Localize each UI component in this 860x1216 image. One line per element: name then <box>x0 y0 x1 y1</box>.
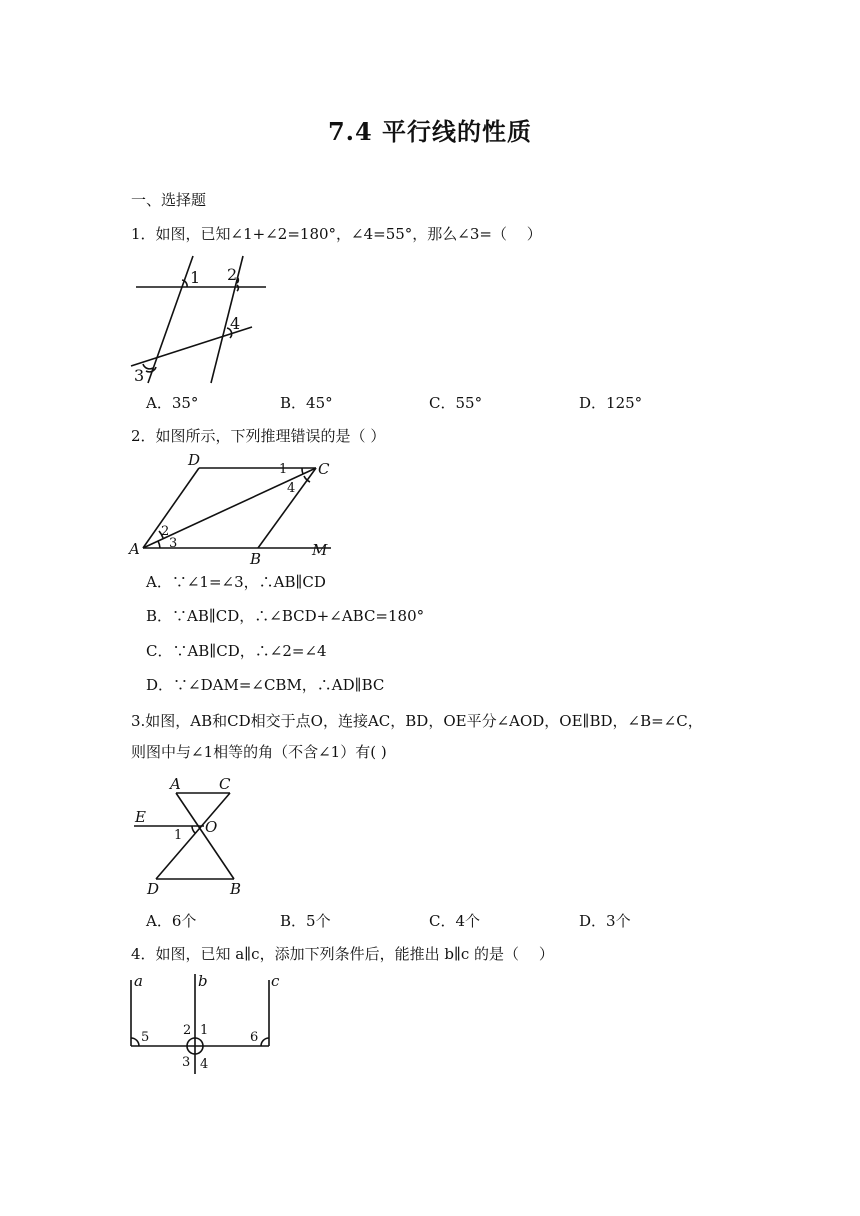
fig3-label-1: 1 <box>174 828 183 843</box>
fig4-label-b: b <box>198 972 208 990</box>
fig2-label-3: 3 <box>169 536 178 551</box>
q3-option-c: C．4个 <box>429 912 481 930</box>
fig4-label-5: 5 <box>141 1030 150 1045</box>
fig3-label-o: O <box>205 818 218 836</box>
q1-option-b: B．45° <box>280 394 333 412</box>
fig1-label-2: 2 <box>227 265 238 284</box>
q2-option-d: D．∵∠DAM=∠CBM，∴AD∥BC <box>146 676 385 694</box>
fig2-label-4: 4 <box>287 481 296 496</box>
question-3-stem-line1: 3.如图，AB和CD相交于点O，连接AC，BD，OE平分∠AOD，OE∥BD，∠B=∠C， <box>131 712 703 730</box>
question-3-stem-line2: 则图中与∠1相等的角（不含∠1）有( ) <box>131 743 387 761</box>
q3-option-a: A．6个 <box>146 912 197 930</box>
q1-option-c: C．55° <box>429 394 483 412</box>
fig2-label-a: A <box>129 540 140 558</box>
fig2-label-d: D <box>188 451 201 469</box>
question-2-figure <box>126 451 346 570</box>
fig4-label-a: a <box>134 972 143 990</box>
fig2-label-2: 2 <box>161 524 170 539</box>
q2-option-c: C．∵AB∥CD，∴∠2=∠4 <box>146 642 327 660</box>
fig3-label-d: D <box>147 880 160 898</box>
fig2-label-b: B <box>250 550 262 568</box>
question-4-figure <box>126 970 286 1075</box>
fig3-label-b: B <box>230 880 242 898</box>
q3-option-d: D．3个 <box>579 912 631 930</box>
fig4-label-4: 4 <box>200 1057 209 1072</box>
page-title: 7.4 平行线的性质 <box>327 117 533 146</box>
fig3-label-e: E <box>135 808 146 826</box>
fig4-label-3: 3 <box>182 1055 191 1070</box>
q1-option-d: D．125° <box>579 394 643 412</box>
question-2-stem: 2．如图所示，下列推理错误的是（ ） <box>131 427 386 445</box>
fig2-label-c: C <box>318 460 330 478</box>
fig2-label-m: M <box>312 541 328 559</box>
fig3-label-a: A <box>170 775 181 793</box>
question-4-stem: 4．如图，已知 a∥c，添加下列条件后，能推出 b∥c 的是（ ） <box>131 945 554 963</box>
fig3-label-c: C <box>219 775 231 793</box>
question-3-figure <box>126 775 266 900</box>
fig4-label-2: 2 <box>183 1023 192 1038</box>
fig1-label-3: 3 <box>134 366 145 385</box>
fig1-label-4: 4 <box>230 314 241 333</box>
fig4-label-6: 6 <box>250 1030 259 1045</box>
fig4-label-1: 1 <box>200 1023 209 1038</box>
question-1-stem: 1．如图，已知∠1+∠2=180°，∠4=55°，那么∠3=（ ） <box>131 225 542 243</box>
q1-option-a: A．35° <box>146 394 199 412</box>
question-1-figure <box>126 250 276 390</box>
q2-option-a: A．∵∠1=∠3，∴AB∥CD <box>146 573 326 591</box>
fig2-label-1: 1 <box>279 462 288 477</box>
q2-option-b: B．∵AB∥CD，∴∠BCD+∠ABC=180° <box>146 607 425 625</box>
fig1-label-1: 1 <box>190 268 201 287</box>
q3-option-b: B．5个 <box>280 912 331 930</box>
fig4-label-c: c <box>271 972 280 990</box>
section-heading: 一、选择题 <box>131 191 207 209</box>
